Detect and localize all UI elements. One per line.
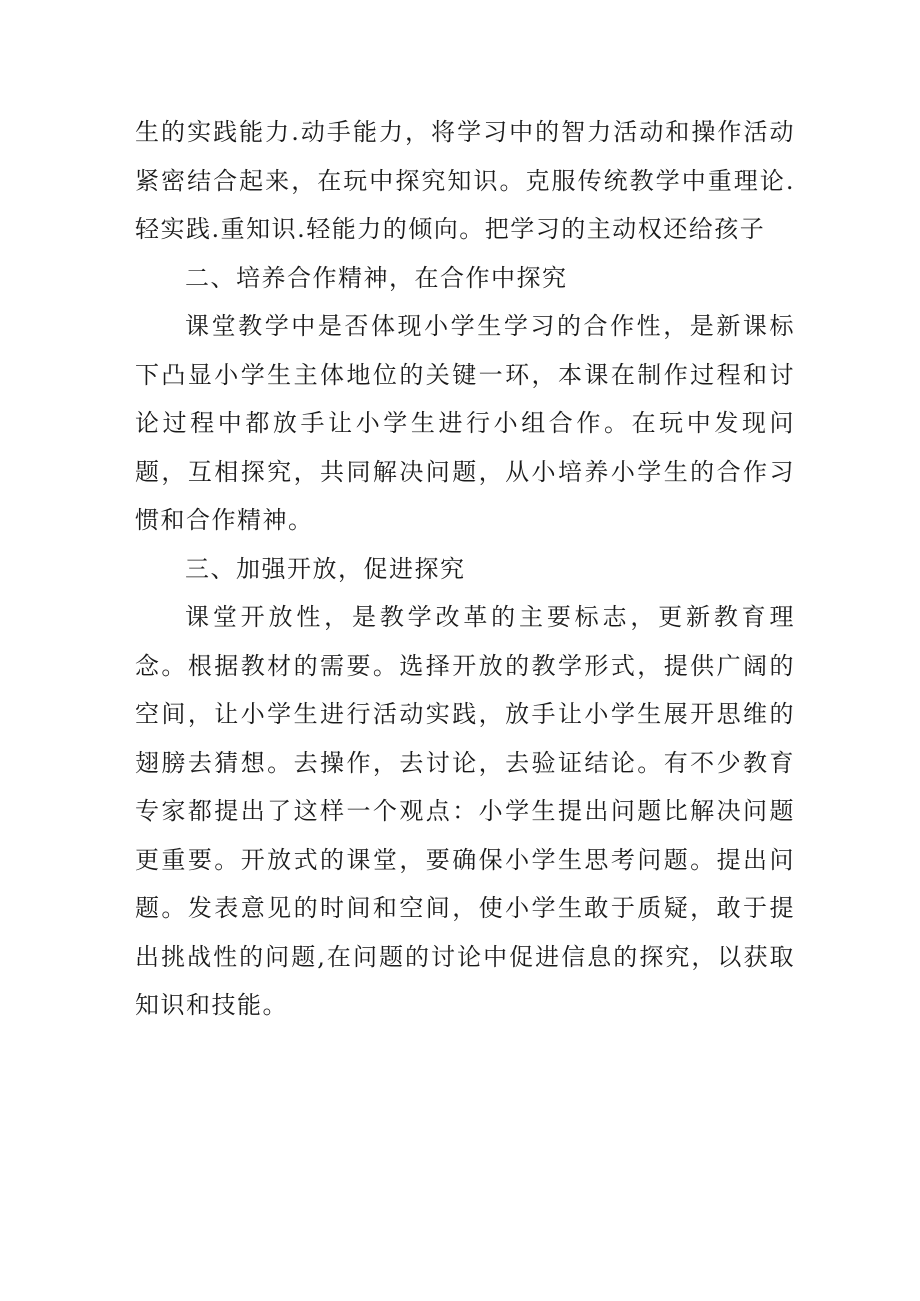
section-heading-three: 三、加强开放，促进探究 — [185, 554, 466, 583]
section-heading-two: 二、培养合作精神，在合作中探究 — [185, 263, 568, 292]
paragraph-continuation: 生的实践能力.动手能力，将学习中的智力活动和操作活动紧密结合起来，在玩中探究知识。克服传统教学中重理论.轻实践.重知识.轻能力的倾向。把学习的主动权还给孩子 — [135, 118, 795, 243]
paragraph-cooperation: 课堂教学中是否体现小学生学习的合作性，是新课标下凸显小学生主体地位的关键一环，本课在制作过程和讨论过程中都放手让小学生进行小组合作。在玩中发现问题，互相探究，共同解决问题，从小培养小学生的合作习惯和合作精神。 — [135, 312, 795, 534]
document-body — [135, 108, 795, 1030]
paragraph-openness: 课堂开放性，是教学改革的主要标志，更新教育理念。根据教材的需要。选择开放的教学形式，提供广阔的空间，让小学生进行活动实践，放手让小学生展开思维的翅膀去猜想。去操作，去讨论，去验证结论。有不少教育专家都提出了这样一个观点：小学生提出问题比解决问题更重要。开放式的课堂，要确保小学生思考问题。提出问题。发表意见的时间和空间，使小学生敢于质疑，敢于提出挑战性的问题,在问题的讨论中促进信息的探究，以获取知识和技能。 — [135, 603, 795, 1019]
